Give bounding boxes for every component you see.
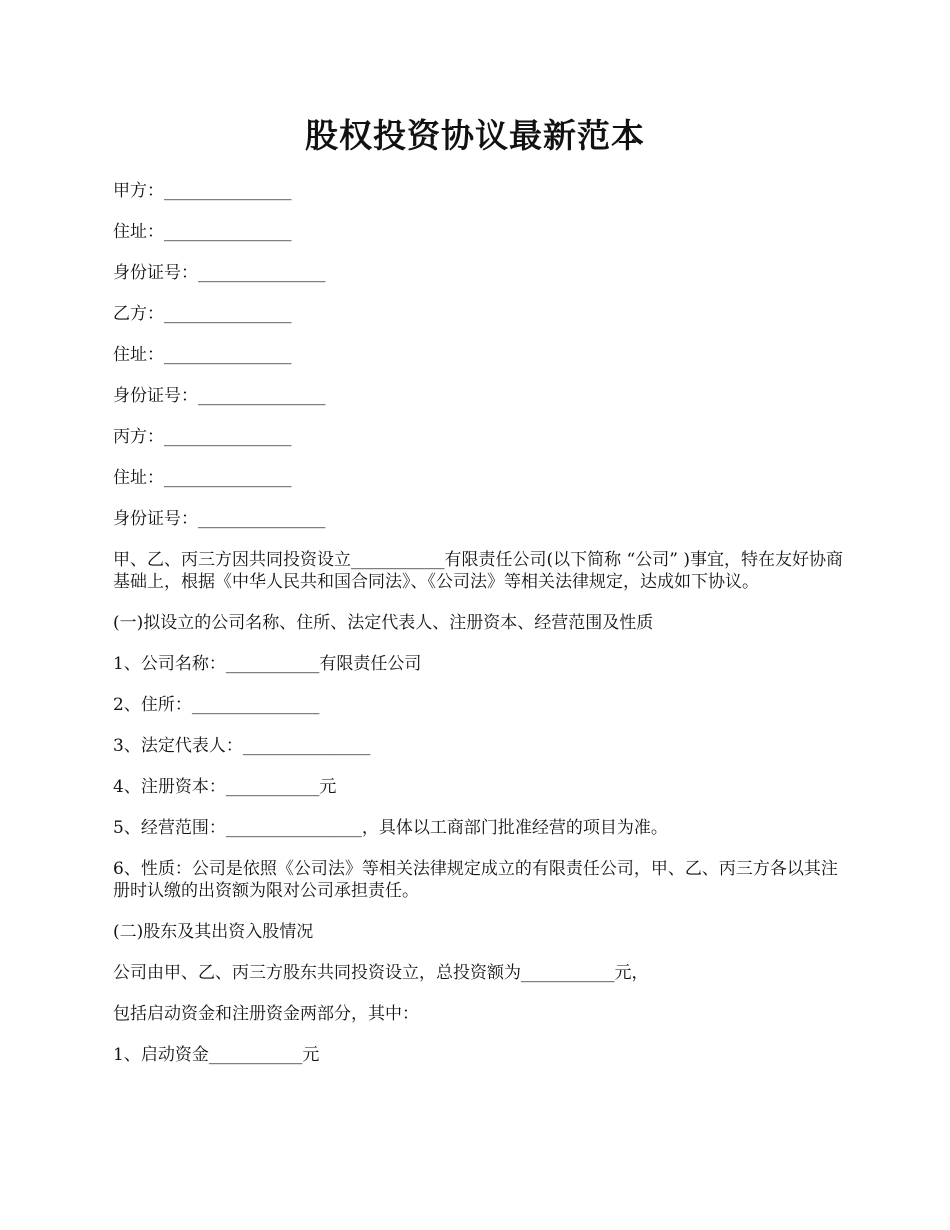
- startup-capital-line: 1、启动资金___________元: [113, 1045, 320, 1065]
- company-address-clause: 2、住所：_______________: [113, 695, 320, 715]
- total-investment-line: 公司由甲、乙、丙三方股东共同投资设立，总投资额为___________元，: [113, 963, 649, 983]
- party-c-name: 丙方：_______________: [113, 427, 292, 447]
- party-a-address: 住址：_______________: [113, 222, 292, 242]
- party-b-id-number: 身份证号：_______________: [113, 386, 326, 406]
- party-b-address: 住址：_______________: [113, 345, 292, 365]
- section-2-heading: (二)股东及其出资入股情况: [113, 922, 314, 942]
- document-body: [113, 180, 843, 1085]
- party-a-name: 甲方：_______________: [113, 181, 292, 201]
- company-name-clause: 1、公司名称：___________有限责任公司: [113, 654, 422, 674]
- preamble-paragraph: 甲、乙、丙三方因共同投资设立___________有限责任公司(以下简称 “公司” )事宜，特在友好协商基础上，根据《中华人民共和国合同法》、《公司法》等相关法律规定，达成如下协议。: [113, 550, 843, 592]
- registered-capital-clause: 4、注册资本：___________元: [113, 777, 337, 797]
- business-scope-clause: 5、经营范围：________________，具体以工商部门批准经营的项目为准。: [113, 818, 668, 838]
- party-c-address: 住址：_______________: [113, 468, 292, 488]
- legal-representative-clause: 3、法定代表人：_______________: [113, 736, 371, 756]
- party-a-id-number: 身份证号：_______________: [113, 263, 326, 283]
- document-title: 股权投资协议最新范本: [305, 116, 645, 155]
- company-nature-clause: 6、性质：公司是依照《公司法》等相关法律规定成立的有限责任公司，甲、乙、丙三方各以其注册时认缴的出资额为限对公司承担责任。: [113, 859, 838, 901]
- party-c-id-number: 身份证号：_______________: [113, 509, 326, 529]
- section-1-heading: (一)拟设立的公司名称、住所、法定代表人、注册资本、经营范围及性质: [113, 613, 654, 633]
- party-b-name: 乙方：_______________: [113, 304, 292, 324]
- capital-composition-line: 包括启动资金和注册资金两部分，其中：: [113, 1004, 419, 1024]
